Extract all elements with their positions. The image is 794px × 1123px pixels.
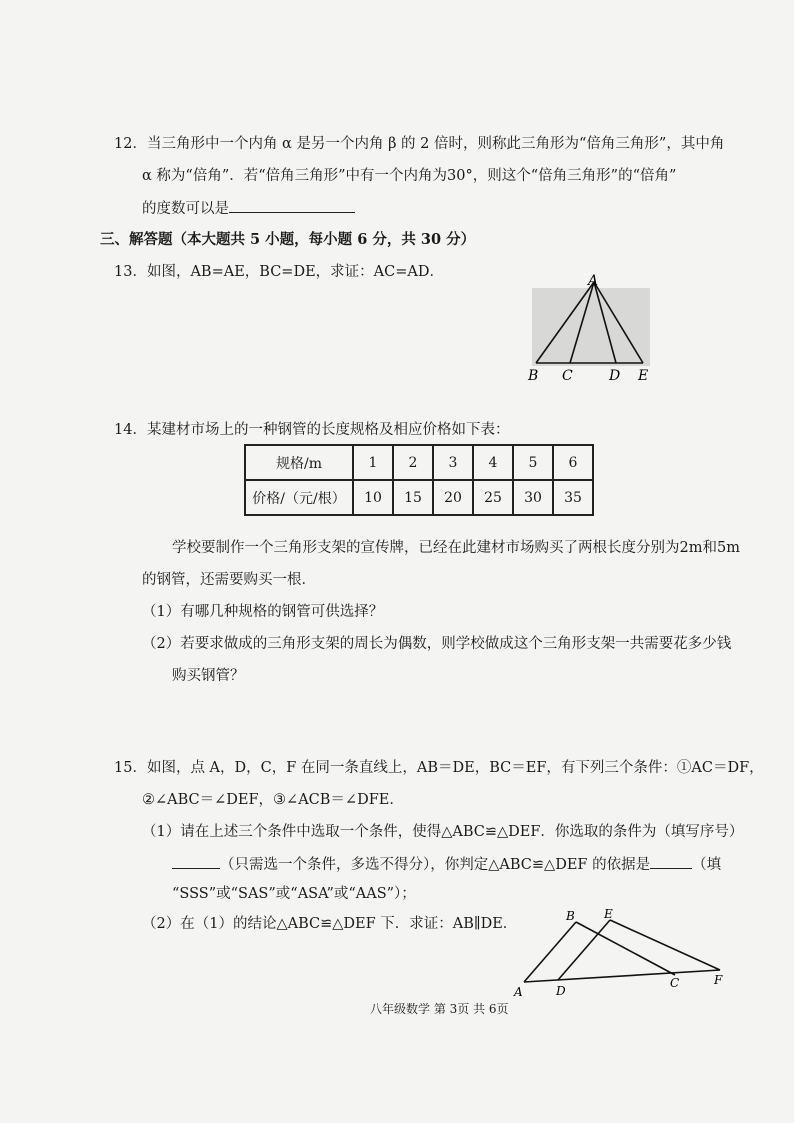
q15-label-F: F xyxy=(714,973,723,987)
table-cell: 2 xyxy=(393,445,433,480)
q13-figure-shading xyxy=(532,288,650,366)
q15-line-EF xyxy=(610,920,720,970)
table-cell: 15 xyxy=(393,480,433,515)
page-footer: 八年级数学 第 3页 共 6页 xyxy=(370,1002,509,1016)
q15-label-D: D xyxy=(556,984,566,998)
q15-condition-blank[interactable] xyxy=(172,854,220,869)
q12-answer-blank[interactable] xyxy=(229,198,355,213)
q15-line-DE xyxy=(558,920,610,980)
table-cell: 3 xyxy=(433,445,473,480)
q13-label-C: C xyxy=(562,368,573,384)
section-title: 三、解答题（本大题共 5 小题，每小题 6 分，共 30 分） xyxy=(100,231,476,248)
table-cell: 10 xyxy=(353,480,393,515)
q15-sub1b-mid: （只需选一个条件，多选不得分），你判定△ABC≌△DEF 的依据是 xyxy=(220,857,651,873)
table-cell: 35 xyxy=(553,480,593,515)
q12-line3-text: 的度数可以是 xyxy=(142,201,229,217)
q15-line-AB xyxy=(524,922,576,982)
q15-sub1a: （1）请在上述三个条件中选取一个条件，使得△ABC≌△DEF．你选取的条件为（填写序号） xyxy=(142,824,744,840)
q15-label-A: A xyxy=(514,985,523,999)
q15-line1: 15．如图，点 A，D，C，F 在同一条直线上，AB＝DE，BC＝EF，有下列三个条件：①AC＝DF， xyxy=(114,760,764,776)
q15-line-BC xyxy=(576,922,675,975)
table-row-prices xyxy=(245,480,593,515)
table-cell: 1 xyxy=(353,445,393,480)
q13-label-D: D xyxy=(609,368,621,384)
q15-line-AF xyxy=(524,970,720,982)
q13-label-A: A xyxy=(588,273,599,289)
table-cell: 6 xyxy=(553,445,593,480)
q15-label-E: E xyxy=(604,908,613,921)
q15-sub2: （2）在（1）的结论△ABC≌△DEF 下．求证：AB∥DE． xyxy=(142,916,518,932)
q15-sub1b-end: （填 xyxy=(692,857,722,873)
table-header-spec: 规格/m xyxy=(245,445,353,480)
q15-label-C: C xyxy=(670,976,680,990)
q14-sub2a: （2）若要求做成的三角形支架的周长为偶数，则学校做成这个三角形支架一共需要花多少钱 xyxy=(142,636,732,652)
table-header-price: 价格/（元/根） xyxy=(245,480,353,515)
q13-label-E: E xyxy=(638,368,649,384)
q14-intro: 14．某建材市场上的一种钢管的长度规格及相应价格如下表： xyxy=(114,422,510,438)
q15-sub1c: “SSS”或“SAS”或“ASA”或“AAS”）； xyxy=(172,886,416,902)
q15-triangles-figure xyxy=(510,908,740,1000)
q14-sub1: （1）有哪几种规格的钢管可供选择？ xyxy=(142,604,384,620)
table-cell: 25 xyxy=(473,480,513,515)
q15-line2: ②∠ABC＝∠DEF，③∠ACB＝∠DFE． xyxy=(142,792,404,808)
q15-sub1b xyxy=(172,854,721,875)
q12-line1: 12．当三角形中一个内角 α 是另一个内角 β 的 2 倍时，则称此三角形为“倍角三角形”，其中角 xyxy=(114,136,725,152)
q13-triangle-figure xyxy=(520,270,660,386)
q13-text: 13．如图，AB=AE，BC=DE，求证：AC=AD． xyxy=(114,264,444,280)
q15-label-B: B xyxy=(566,909,575,923)
table-cell: 30 xyxy=(513,480,553,515)
q14-sub2b: 购买钢管？ xyxy=(172,668,245,684)
q15-basis-blank[interactable] xyxy=(650,854,692,869)
table-row-specs xyxy=(245,445,593,480)
q12-line3 xyxy=(142,198,355,219)
q13-label-B: B xyxy=(528,368,539,384)
table-cell: 5 xyxy=(513,445,553,480)
q14-para2: 的钢管，还需要购买一根． xyxy=(142,572,316,588)
q12-line2: α 称为“倍角”．若“倍角三角形”中有一个内角为30°，则这个“倍角三角形”的“倍角” xyxy=(142,168,677,184)
q14-price-table xyxy=(244,444,594,516)
table-cell: 20 xyxy=(433,480,473,515)
table-cell: 4 xyxy=(473,445,513,480)
q14-para1: 学校要制作一个三角形支架的宣传牌，已经在此建材市场购买了两根长度分别为2m和5m xyxy=(172,540,740,556)
